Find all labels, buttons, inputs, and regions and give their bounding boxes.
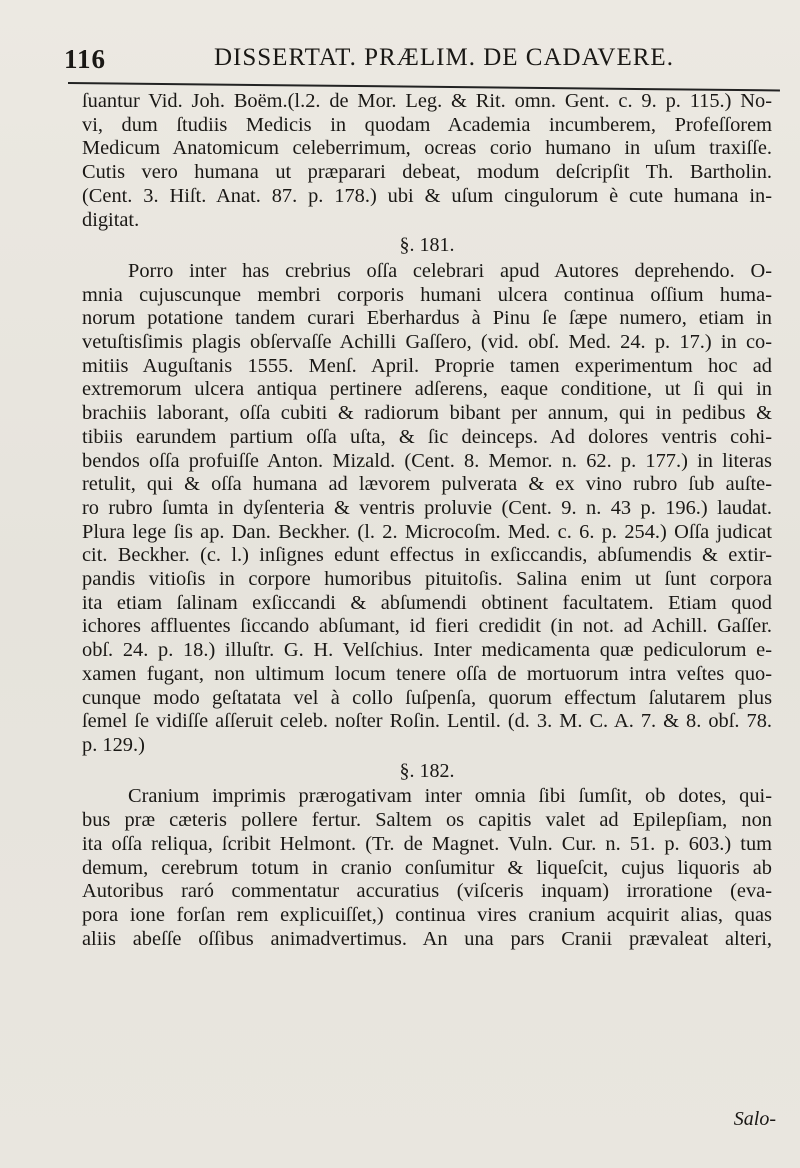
paragraph-1: [82, 90, 772, 232]
text-line: norum potatione tandem curari Eberhardus à Pinu ſe ſæpe numero, etiam in: [82, 307, 772, 330]
text-line: cunque modo geſtatata vel à collo ſuſpenſa, quorum effectum ſalutarem plus: [82, 686, 772, 709]
text-line: retulit, qui & oſſa humana ad lævorem pulverata & ex vino rubro ſub auſte-: [82, 473, 772, 496]
text-line: p. 129.): [82, 733, 145, 756]
text-line: pora ione forſan rem explicuiſſet,) continua vires cranium acquirit alias, quas: [82, 903, 772, 926]
text-line: mnia cujuscunque membri corporis humani ulcera continua oſſium huma-: [82, 283, 772, 306]
text-line: ſemel ſe vidiſſe aſſeruit celeb. noſter Roſin. Lentil. (d. 3. M. C. A. 7. & 8. obſ. 78.: [82, 710, 772, 733]
text-line: Cutis vero humana ut præparari debeat, modum deſcripſit Th. Bartholin.: [82, 161, 772, 184]
text-line: ichores affluentes ſiccando abſumant, id fieri credidit (in not. ad Achill. Gaſſer.: [82, 615, 772, 638]
text-line: aliis abeſſe oſſibus animadvertimus. An una pars Cranii prævaleat alteri,: [82, 927, 772, 950]
text-line: mitiis Auguſtanis 1555. Menſ. April. Proprie tamen experimentum hoc ad: [82, 354, 772, 377]
text-line: Autoribus raró commentatur accuratius (viſceris inquam) irroratione (eva-: [82, 880, 772, 903]
paragraph-2: [82, 260, 772, 758]
text-line: obſ. 24. p. 18.) illuſtr. G. H. Velſchius. Inter medicamenta quæ pediculorum e-: [82, 639, 772, 662]
text-line: Cranium imprimis prærogativam inter omnia ſibi ſumſit, ob dotes, qui-: [128, 785, 772, 808]
text-line: bendos oſſa profuiſſe Anton. Mizald. (Cent. 8. Memor. n. 62. p. 177.) in literas: [82, 449, 772, 472]
text-line: ro rubro ſumta in dyſenteria & ventris proluvie (Cent. 9. n. 43 p. 196.) laudat.: [82, 496, 772, 519]
catchword: Salo-: [733, 1108, 776, 1130]
text-line: cit. Beckher. (c. l.) inſignes edunt effectus in exſiccandis, abſumendis & extir-: [82, 544, 772, 567]
text-line: demum, cerebrum totum in cranio conſumitur & liqueſcit, cujus liquoris ab: [82, 856, 772, 879]
text-line: digitat.: [82, 208, 140, 231]
section-heading-181: §. 181.: [399, 234, 455, 257]
text-line: ſuantur Vid. Joh. Boëm.(l.2. de Mor. Leg. & Rit. omn. Gent. c. 9. p. 115.) No-: [82, 90, 772, 112]
text-line: brachiis laborant, oſſa cubiti & radiorum bibant per annum, qui in pedibus &: [82, 402, 772, 425]
text-line: Porro inter has crebrius oſſa celebrari apud Autores deprehendo. O-: [128, 259, 772, 282]
text-line: Medicum Anatomicum celeberrimum, ocreas corio humano in uſum traxiſſe.: [82, 137, 772, 160]
page-number: 116: [64, 44, 107, 74]
text-line: bus præ cæteris pollere fertur. Saltem os capitis valet ad Epilepſiam, non: [82, 809, 772, 832]
running-title: DISSERTAT. PRÆLIM. DE CADAVERE.: [214, 44, 674, 71]
text-line: vi, dum ſtudiis Medicis in quodam Academia incumberem, Profeſſorem: [82, 113, 772, 136]
text-line: ita etiam ſalinam exſiccandi & abſumendi obtinent facultatem. Etiam quod: [82, 591, 772, 614]
text-line: extremorum ulcera antiqua pertinere adſerens, eaque conditione, ut ſi qui in: [82, 378, 772, 401]
text-line: pandis vitioſis in corpore humoribus pituitoſis. Salina enim ut ſunt corpora: [82, 568, 772, 591]
page-header: [64, 38, 780, 78]
text-line: vetuſtisſimis plagis obſervaſſe Achilli Gaſſero, (vid. obſ. Med. 24. p. 17.) in co-: [82, 331, 772, 354]
text-line: ita oſſa reliqua, ſcribit Helmont. (Tr. de Magnet. Vuln. Cur. n. 51. p. 603.) tum: [82, 832, 772, 855]
text-body: [82, 90, 772, 951]
text-line: xamen fugant, non ultimum locum tenere oſſa de mortuorum intra veſtes quo-: [82, 662, 772, 685]
text-line: tibiis earundem partium oſſa uſta, & ſic deinceps. Ad dolores ventris cohi-: [82, 425, 772, 448]
paragraph-3: [82, 785, 772, 951]
section-heading-182: §. 182.: [399, 759, 455, 782]
text-line: Plura lege ſis ap. Dan. Beckher. (l. 2. Microcoſm. Med. c. 6. p. 254.) Oſſa judicat: [82, 520, 772, 543]
text-line: (Cent. 3. Hiſt. Anat. 87. p. 178.) ubi & uſum cingulorum è cute humana in-: [82, 184, 772, 207]
